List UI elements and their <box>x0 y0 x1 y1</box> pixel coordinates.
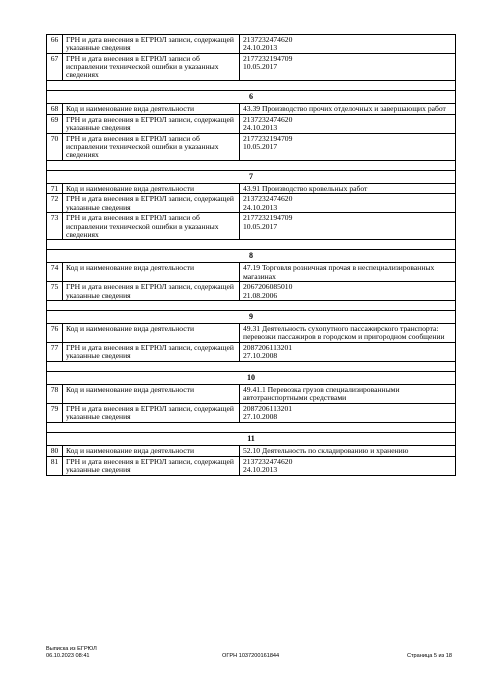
page-footer <box>46 646 456 666</box>
spacer-row <box>47 422 456 432</box>
field-name: Код и наименование вида деятельности <box>63 104 240 115</box>
row-number: 76 <box>47 324 63 343</box>
section-number: 11 <box>47 432 456 445</box>
section-header-row <box>47 372 456 385</box>
section-number: 6 <box>47 91 456 104</box>
footer-page-number: Страница 5 из 18 <box>406 652 452 659</box>
field-value: 43.91 Производство кровельных работ <box>240 183 456 194</box>
field-name: Код и наименование вида деятельности <box>63 324 240 343</box>
field-value: 43.39 Производство прочих отделочных и завершающих работ <box>240 104 456 115</box>
field-name: Код и наименование вида деятельности <box>63 183 240 194</box>
spacer-cell <box>47 301 456 311</box>
spacer-row <box>47 240 456 250</box>
section-header-row <box>47 91 456 104</box>
section-number: 8 <box>47 250 456 263</box>
field-value: 47.19 Торговля розничная прочая в неспециализированных магазинах <box>240 263 456 282</box>
footer-ogrn: ОГРН 1037200161844 <box>222 652 280 659</box>
field-value: 2137232474620 24.10.2013 <box>240 194 456 213</box>
row-number: 72 <box>47 194 63 213</box>
table-row <box>47 35 456 54</box>
footer-left <box>46 646 97 659</box>
row-number: 70 <box>47 133 63 160</box>
section-header-row <box>47 432 456 445</box>
spacer-row <box>47 81 456 91</box>
section-number: 10 <box>47 372 456 385</box>
field-name: ГРН и дата внесения в ЕГРЮЛ записи об исправлении технической ошибки в указанных сведениях <box>63 213 240 240</box>
field-name: ГРН и дата внесения в ЕГРЮЛ записи, содержащей указанные сведения <box>63 456 240 475</box>
table-row <box>47 403 456 422</box>
table-row <box>47 53 456 80</box>
row-number: 67 <box>47 53 63 80</box>
table-row <box>47 183 456 194</box>
field-value: 2067206085010 21.08.2006 <box>240 282 456 301</box>
footer-document-name: Выписка из ЕГРЮЛ <box>46 646 97 652</box>
field-value: 49.41.1 Перевозка грузов специализированными автотранспортными средствами <box>240 385 456 404</box>
section-header-row <box>47 311 456 324</box>
row-number: 74 <box>47 263 63 282</box>
field-name: ГРН и дата внесения в ЕГРЮЛ записи об исправлении технической ошибки в указанных сведениях <box>63 53 240 80</box>
egrul-extract-page <box>46 34 456 476</box>
section-number: 9 <box>47 311 456 324</box>
row-number: 81 <box>47 456 63 475</box>
spacer-cell <box>47 240 456 250</box>
extract-table <box>46 34 456 476</box>
spacer-row <box>47 362 456 372</box>
section-header-row <box>47 250 456 263</box>
row-number: 79 <box>47 403 63 422</box>
table-row <box>47 194 456 213</box>
field-name: Код и наименование вида деятельности <box>63 263 240 282</box>
spacer-cell <box>47 362 456 372</box>
row-number: 71 <box>47 183 63 194</box>
extract-table-body <box>47 35 456 476</box>
spacer-cell <box>47 160 456 170</box>
field-name: ГРН и дата внесения в ЕГРЮЛ записи, содержащей указанные сведения <box>63 114 240 133</box>
row-number: 66 <box>47 35 63 54</box>
footer-datetime: 06.10.2023 08:41 <box>46 652 90 659</box>
section-header-row <box>47 170 456 183</box>
field-value: 2087206113201 27.10.2008 <box>240 403 456 422</box>
spacer-cell <box>47 81 456 91</box>
field-name: ГРН и дата внесения в ЕГРЮЛ записи, содержащей указанные сведения <box>63 403 240 422</box>
table-row <box>47 133 456 160</box>
row-number: 68 <box>47 104 63 115</box>
field-name: ГРН и дата внесения в ЕГРЮЛ записи, содержащей указанные сведения <box>63 35 240 54</box>
table-row <box>47 104 456 115</box>
spacer-row <box>47 160 456 170</box>
field-value: 49.31 Деятельность сухопутного пассажирского транспорта: перевозки пассажиров в городском и пригородном сообщении <box>240 324 456 343</box>
field-value: 2177232194709 10.05.2017 <box>240 53 456 80</box>
row-number: 69 <box>47 114 63 133</box>
field-name: Код и наименование вида деятельности <box>63 385 240 404</box>
table-row <box>47 385 456 404</box>
field-value: 2087206113201 27.10.2008 <box>240 343 456 362</box>
field-name: Код и наименование вида деятельности <box>63 445 240 456</box>
table-row <box>47 282 456 301</box>
spacer-row <box>47 301 456 311</box>
field-value: 2137232474620 24.10.2013 <box>240 35 456 54</box>
row-number: 80 <box>47 445 63 456</box>
field-name: ГРН и дата внесения в ЕГРЮЛ записи, содержащей указанные сведения <box>63 282 240 301</box>
field-value: 2177232194709 10.05.2017 <box>240 133 456 160</box>
table-row <box>47 263 456 282</box>
field-value: 2137232474620 24.10.2013 <box>240 114 456 133</box>
row-number: 73 <box>47 213 63 240</box>
spacer-cell <box>47 422 456 432</box>
field-value: 2177232194709 10.05.2017 <box>240 213 456 240</box>
field-value: 52.10 Деятельность по складированию и хранению <box>240 445 456 456</box>
table-row <box>47 324 456 343</box>
table-row <box>47 456 456 475</box>
field-name: ГРН и дата внесения в ЕГРЮЛ записи об исправлении технической ошибки в указанных сведениях <box>63 133 240 160</box>
table-row <box>47 343 456 362</box>
section-number: 7 <box>47 170 456 183</box>
table-row <box>47 445 456 456</box>
row-number: 78 <box>47 385 63 404</box>
row-number: 75 <box>47 282 63 301</box>
field-value: 2137232474620 24.10.2013 <box>240 456 456 475</box>
field-name: ГРН и дата внесения в ЕГРЮЛ записи, содержащей указанные сведения <box>63 343 240 362</box>
field-name: ГРН и дата внесения в ЕГРЮЛ записи, содержащей указанные сведения <box>63 194 240 213</box>
table-row <box>47 114 456 133</box>
row-number: 77 <box>47 343 63 362</box>
table-row <box>47 213 456 240</box>
